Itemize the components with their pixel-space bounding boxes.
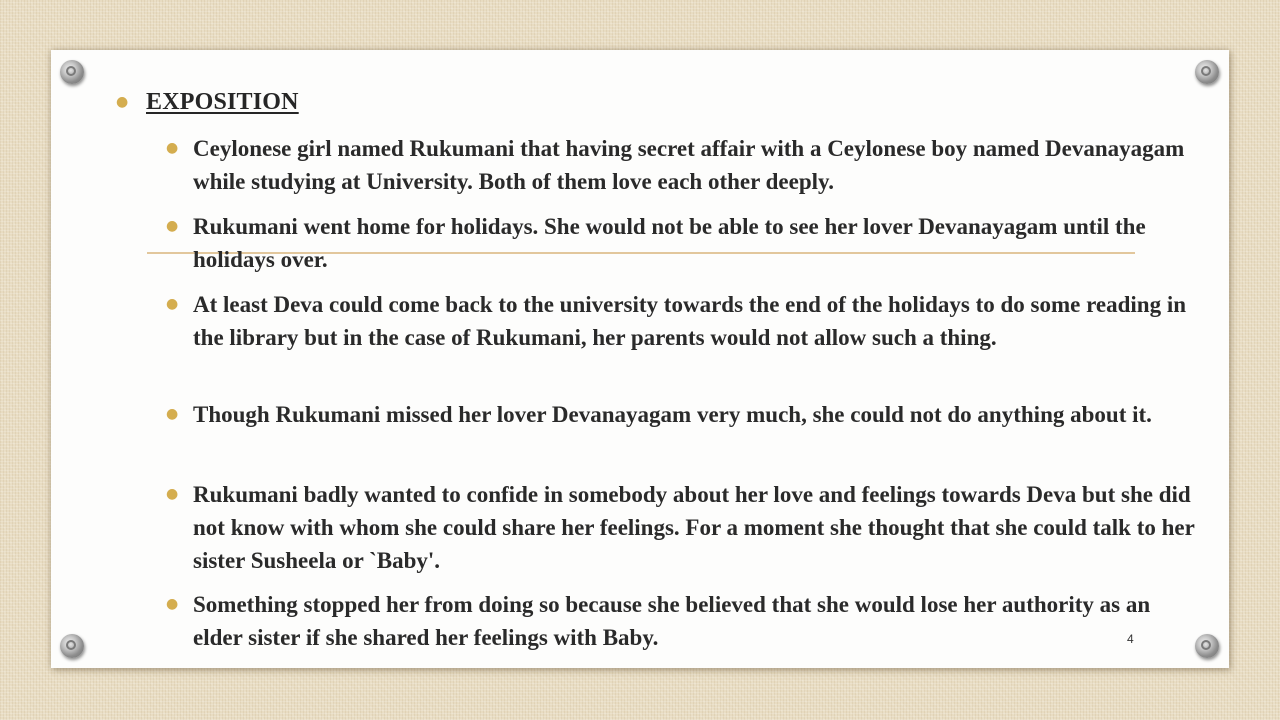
bullet-dot-icon: ● <box>166 596 179 612</box>
bullet-text: Rukumani badly wanted to confide in somebody about her love and feelings towards Deva but she did not know with whom she could share her feelings. For a moment she thought that she could talk to her sister Susheela or `Baby'. <box>193 482 1195 573</box>
bullet-text: At least Deva could come back to the university towards the end of the holidays to do some reading in the library but in the case of Rukumani, her parents would not allow such a thing. <box>193 292 1187 350</box>
bullet-dot-icon: ● <box>166 140 179 156</box>
bullet-dot-icon: ● <box>166 296 179 312</box>
bullet-text: Though Rukumani missed her lover Devanayagam very much, she could not do anything about it. <box>193 402 1152 427</box>
slide-heading: EXPOSITION <box>146 89 299 115</box>
bullet-text: Ceylonese girl named Rukumani that having secret affair with a Ceylonese boy named Devanayagam while studying at University. Both of them love each other deeply. <box>193 136 1185 194</box>
page-number: 4 <box>1127 632 1134 646</box>
bullet-text: Something stopped her from doing so because she believed that she would lose her authority as an elder sister if she shared her feelings with Baby. <box>193 592 1151 650</box>
bullet-dot-icon: ● <box>116 94 129 110</box>
bullet-text: Rukumani went home for holidays. She would not be able to see her lover Devanayagam until the holidays over. <box>193 214 1146 272</box>
bullet-dot-icon: ● <box>166 406 179 422</box>
bullet-dot-icon: ● <box>166 486 179 502</box>
bullet-dot-icon: ● <box>166 218 179 234</box>
